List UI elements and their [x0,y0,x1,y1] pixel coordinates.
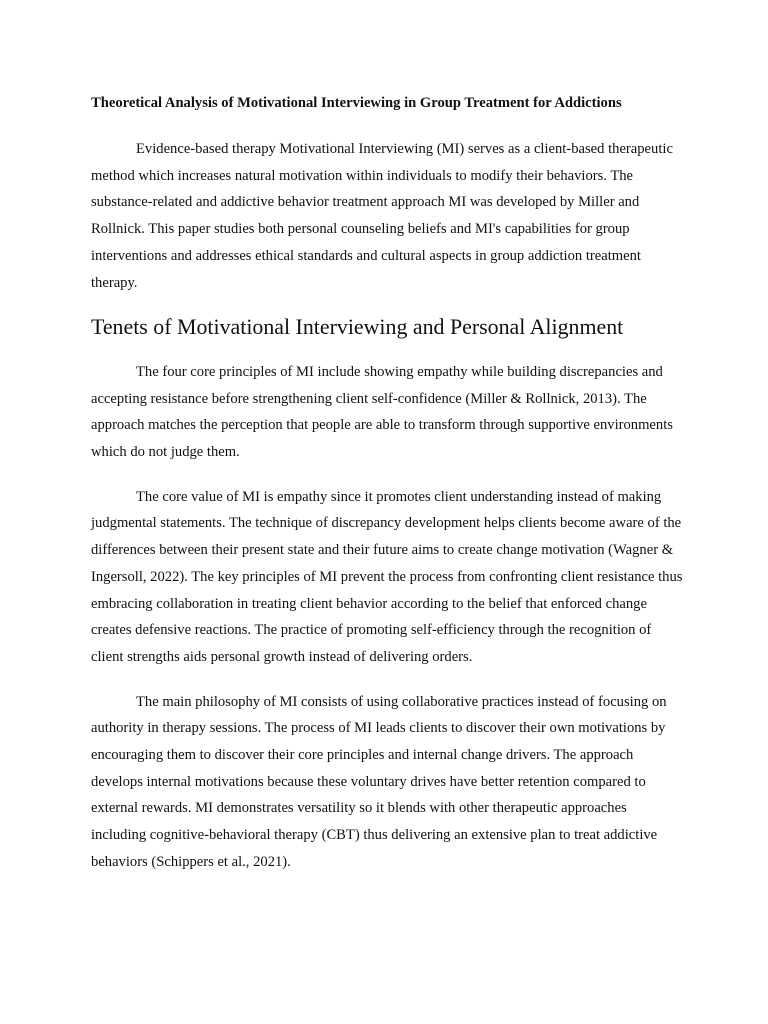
document-body [91,92,683,876]
body-paragraph: The core value of MI is empathy since it promotes client understanding instead of making judgmental statements. The technique of discrepancy development helps clients become aware of the differences between their present state and their future aims to create change motivation (Wagner & Ingersoll, 2022). The key principles of MI prevent the process from confronting client resistance thus embracing collaboration in treating client behavior according to the belief that enforced change creates defensive reactions. The practice of promoting self-efficiency through the recognition of client strengths aids personal growth instead of delivering orders. [91,488,683,665]
spacer [91,114,683,136]
section-heading: Tenets of Motivational Interviewing and Personal Alignment [91,314,624,340]
document-title: Theoretical Analysis of Motivational Interviewing in Group Treatment for Addictions [91,95,622,111]
body-paragraph: The four core principles of MI include showing empathy while building discrepancies and accepting resistance before strengthening client self-confidence (Miller & Rollnick, 2013). The approach matches the perception that people are able to transform through supportive environments which do not judge them. [91,363,673,461]
intro-paragraph: Evidence-based therapy Motivational Interviewing (MI) serves as a client-based therapeutic method which increases natural motivation within individuals to modify their behaviors. The substance-related and addictive behavior treatment approach MI was developed by Miller and Rollnick. This paper studies both personal counseling beliefs and MI's capabilities for group interventions and addresses ethical standards and cultural aspects in group addiction treatment therapy. [91,141,673,291]
spacer [91,341,683,359]
spacer [91,296,683,314]
body-paragraph: The main philosophy of MI consists of using collaborative practices instead of focusing on authority in therapy sessions. The process of MI leads clients to discover their own motivations by encouraging them to discover their core principles and internal change drivers. The approach develops internal motivations because these voluntary drives have better retention compared to external rewards. MI demonstrates versatility so it blends with other therapeutic approaches including cognitive-behavioral therapy (CBT) thus delivering an extensive plan to treat addictive behaviors (Schippers et al., 2021). [91,693,667,870]
spacer [91,466,683,484]
spacer [91,671,683,689]
